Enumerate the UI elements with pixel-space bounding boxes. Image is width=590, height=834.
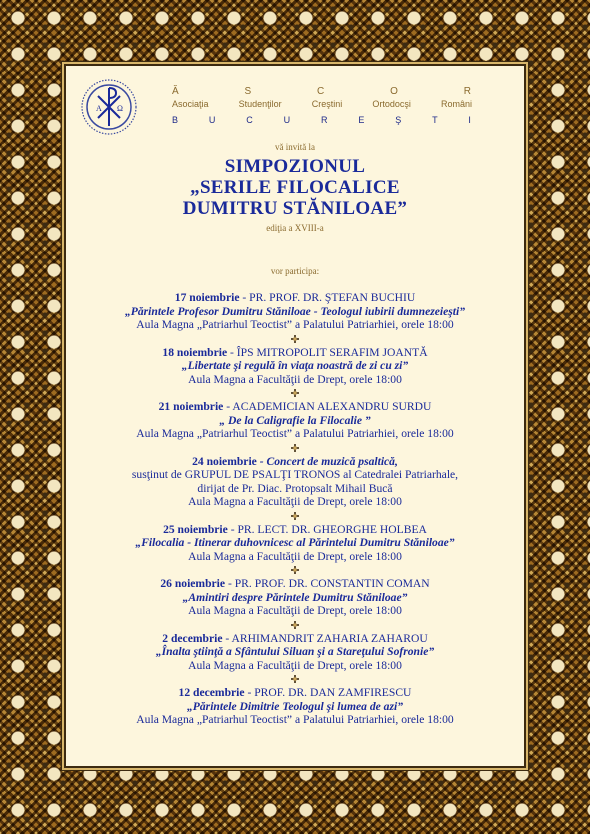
edition-line: ediţia a XVIII-a [266, 223, 324, 233]
event-subject: „Libertate şi regulă în viaţa noastră de zi cu zi” [181, 359, 409, 372]
event-speaker: - Concert de muzică psaltică, [256, 454, 398, 468]
event-item [66, 523, 524, 564]
city-letter: I [468, 115, 472, 125]
event-subject: „Filocalia - Itinerar duhovnicesc al Părintelui Dumitru Stăniloae” [135, 536, 455, 549]
event-speaker: - ARHIMANDRIT ZAHARIA ZAHAROU [222, 631, 428, 645]
event-subject: „Părintele Profesor Dumitru Stăniloae - Teologul iubirii dumnezeieşti” [124, 304, 465, 318]
event-venue: Aula Magna „Patriarhul Teoctist” a Palatului Patriarhiei, orele 18:00 [136, 318, 454, 331]
acronym-letter: C [317, 86, 326, 97]
event-venue: Aula Magna a Facultăţii de Drept, orele 18:00 [188, 372, 402, 386]
association-name-row [172, 99, 472, 109]
city-letter: Ş [395, 115, 403, 125]
cross-separator-icon [291, 512, 299, 520]
event-heading [66, 632, 524, 646]
city-row [172, 115, 472, 125]
logo-alpha: A [96, 104, 102, 113]
event-heading [66, 686, 524, 700]
event-heading [66, 346, 524, 360]
association-word: Asociaţia [172, 99, 209, 109]
event-subject: „ De la Caligrafie la Filocalie ” [219, 413, 371, 427]
association-word: Români [440, 99, 472, 109]
event-date: 18 noiembrie [162, 345, 228, 359]
event-venue: Aula Magna a Facultăţii de Drept, orele 18:00 [188, 549, 402, 563]
event-speaker: - ÎPS MITROPOLIT SERAFIM JOANTĂ [227, 345, 428, 359]
title-line: DUMITRU STĂNILOAE” [182, 198, 408, 219]
city-letter: B [172, 115, 180, 125]
event-speaker: - ACADEMICIAN ALEXANDRU SURDU [223, 400, 432, 413]
page-title [66, 156, 524, 219]
event-list [66, 291, 524, 727]
acronym-letter: Ă [172, 86, 180, 97]
cross-separator-icon [291, 566, 299, 574]
event-speaker: - PROF. DR. DAN ZAMFIRESCU [244, 686, 412, 699]
association-word: Ortodocşi [372, 99, 411, 109]
event-subject: „Amintiri despre Părintele Dumitru Stăniloae” [182, 590, 408, 604]
event-date: 21 noiembrie [158, 400, 224, 413]
event-date: 25 noiembrie [163, 522, 228, 536]
event-date: 12 decembrie [178, 686, 245, 699]
event-date: 26 noiembrie [160, 577, 226, 590]
event-item [66, 291, 524, 332]
event-speaker: - PR. PROF. DR. CONSTANTIN COMAN [225, 577, 430, 590]
event-venue: Aula Magna „Patriarhul Teoctist” a Palatului Patriarhiei, orele 18:00 [136, 427, 454, 440]
acronym-row [172, 86, 472, 97]
event-date: 2 decembrie [162, 631, 223, 645]
cross-separator-icon [291, 621, 299, 629]
event-item [66, 577, 524, 618]
event-date: 17 noiembrie [174, 291, 240, 304]
event-subject: „Părintele Dimitrie Teologul şi lumea de azi” [187, 699, 403, 713]
city-letter: T [432, 115, 439, 125]
city-letter: R [320, 115, 329, 125]
cross-separator-icon [291, 389, 299, 397]
event-speaker: - PR. PROF. DR. ŞTEFAN BUCHIU [239, 291, 416, 304]
event-subject: „Înalta ştiinţă a Sfântului Siluan şi a Stareţului Sofronie” [155, 645, 435, 658]
event-venue: Aula Magna a Facultăţii de Drept, orele 18:00 [188, 658, 402, 672]
chi-rho-logo-icon [80, 78, 138, 136]
event-item [66, 400, 524, 441]
event-speaker: - PR. LECT. DR. GHEORGHE HOLBEA [227, 522, 427, 536]
cross-separator-icon [291, 675, 299, 683]
event-item [66, 686, 524, 727]
event-date: 24 noiembrie [192, 454, 257, 468]
event-venue: Aula Magna „Patriarhul Teoctist” a Palatului Patriarhiei, orele 18:00 [136, 713, 454, 726]
event-venue: Aula Magna a Facultăţii de Drept, orele 18:00 [188, 604, 402, 617]
city-letter: C [246, 115, 254, 125]
city-letter: U [283, 115, 292, 125]
event-heading [66, 577, 524, 591]
event-item [66, 455, 524, 509]
invite-line: vă invită la [275, 142, 315, 152]
city-letter: U [208, 115, 217, 125]
acronym-letter: R [463, 86, 472, 97]
event-item [66, 346, 524, 387]
participants-heading: vor participa: [270, 266, 320, 276]
acronym-letter: S [244, 86, 253, 97]
city-letter: E [358, 115, 366, 125]
event-venue: Aula Magna a Facultăţii de Drept, orele 18:00 [188, 495, 402, 508]
event-detail: dirijat de Pr. Diac. Protopsalt Mihail Bucă [197, 481, 393, 495]
event-heading [66, 291, 524, 305]
event-detail: susţinut de GRUPUL DE PSALŢI TRONOS al Catedralei Patriarhale, [131, 468, 459, 481]
title-line: SIMPOZIONUL [224, 156, 366, 177]
acronym-letter: O [390, 86, 399, 97]
title-line: „SERILE FILOCALICE [190, 177, 400, 198]
cross-separator-icon [291, 335, 299, 343]
event-heading [66, 523, 524, 537]
association-word: Studenţilor [238, 99, 282, 109]
cross-separator-icon [291, 444, 299, 452]
logo-omega: Ω [117, 104, 123, 113]
event-heading [66, 400, 524, 414]
event-item [66, 632, 524, 673]
association-word: Creştini [311, 99, 343, 109]
event-heading [66, 455, 524, 469]
